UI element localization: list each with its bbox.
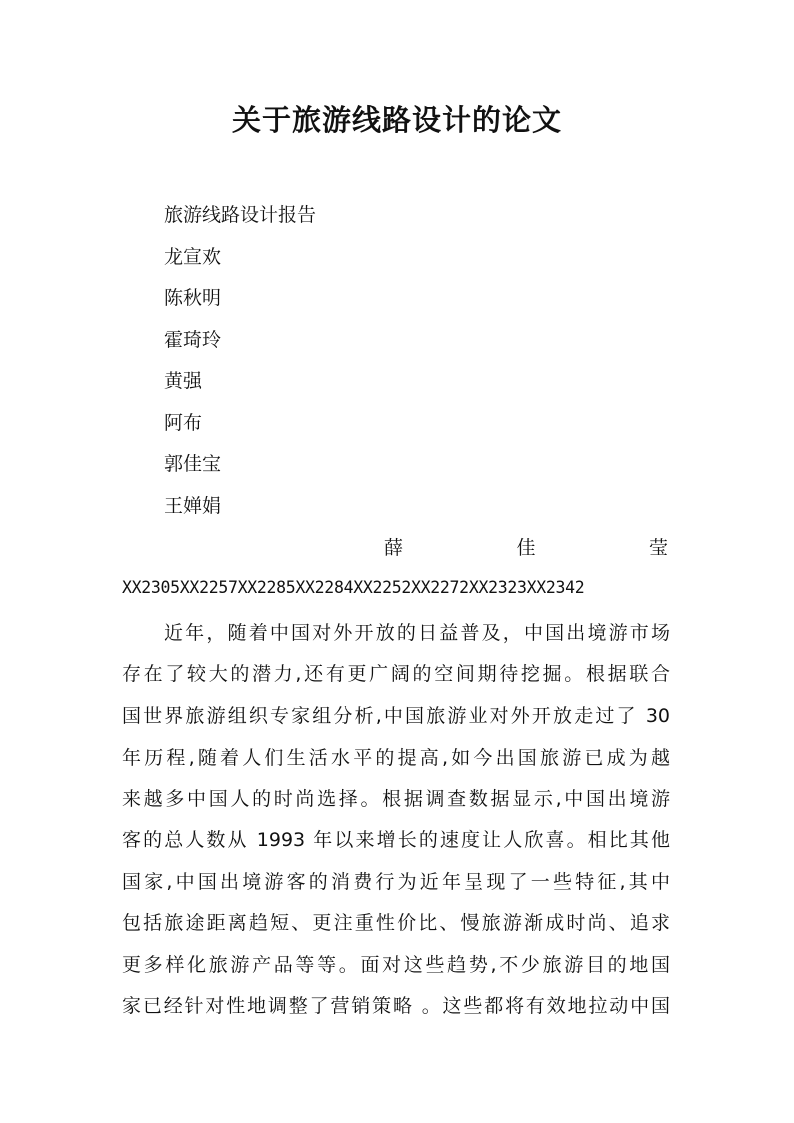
- author-name: 霍琦玲: [164, 329, 222, 351]
- body-paragraph-line: 国世界旅游组织专家组分析,中国旅游业对外开放走过了 30: [122, 705, 670, 727]
- report-subtitle: 旅游线路设计报告: [164, 204, 317, 226]
- body-paragraph-line: 来越多中国人的时尚选择。根据调查数据显示,中国出境游: [122, 788, 670, 810]
- author-name-char: 薛: [384, 537, 404, 559]
- author-name-char: 佳: [516, 537, 536, 559]
- author-name: 郭佳宝: [164, 453, 222, 475]
- author-name-char: 莹: [648, 537, 668, 559]
- body-paragraph-line: 更多样化旅游产品等等。面对这些趋势,不少旅游目的地国: [122, 954, 670, 976]
- author-name: 王婵娟: [164, 495, 222, 517]
- author-name: 龙宣欢: [164, 246, 222, 268]
- author-name: 黄强: [164, 370, 203, 392]
- body-paragraph-line: 包括旅途距离趋短、更注重性价比、慢旅游渐成时尚、追求: [122, 912, 670, 934]
- author-name-spread: [384, 536, 668, 560]
- author-name: 陈秋明: [164, 287, 222, 309]
- author-name: 阿布: [164, 412, 203, 434]
- document-title: 关于旅游线路设计的论文: [231, 103, 562, 137]
- body-paragraph-line: 客的总人数从 1993 年以来增长的速度让人欣喜。相比其他: [122, 829, 670, 851]
- body-paragraph-line: 存在了较大的潜力,还有更广阔的空间期待挖掘。根据联合: [122, 663, 670, 685]
- body-paragraph-line: 家已经针对性地调整了营销策略 。这些都将有效地拉动中国: [122, 995, 670, 1017]
- body-paragraph-line: 近年，随着中国对外开放的日益普及，中国出境游市场: [164, 622, 670, 644]
- body-paragraph-line: 年历程,随着人们生活水平的提高,如今出国旅游已成为越: [122, 747, 670, 769]
- body-paragraph-line: 国家,中国出境游客的消费行为近年呈现了一些特征,其中: [122, 871, 670, 893]
- student-id-line: XX2305XX2257XX2285XX2284XX2252XX2272XX2323XX2342: [122, 578, 585, 597]
